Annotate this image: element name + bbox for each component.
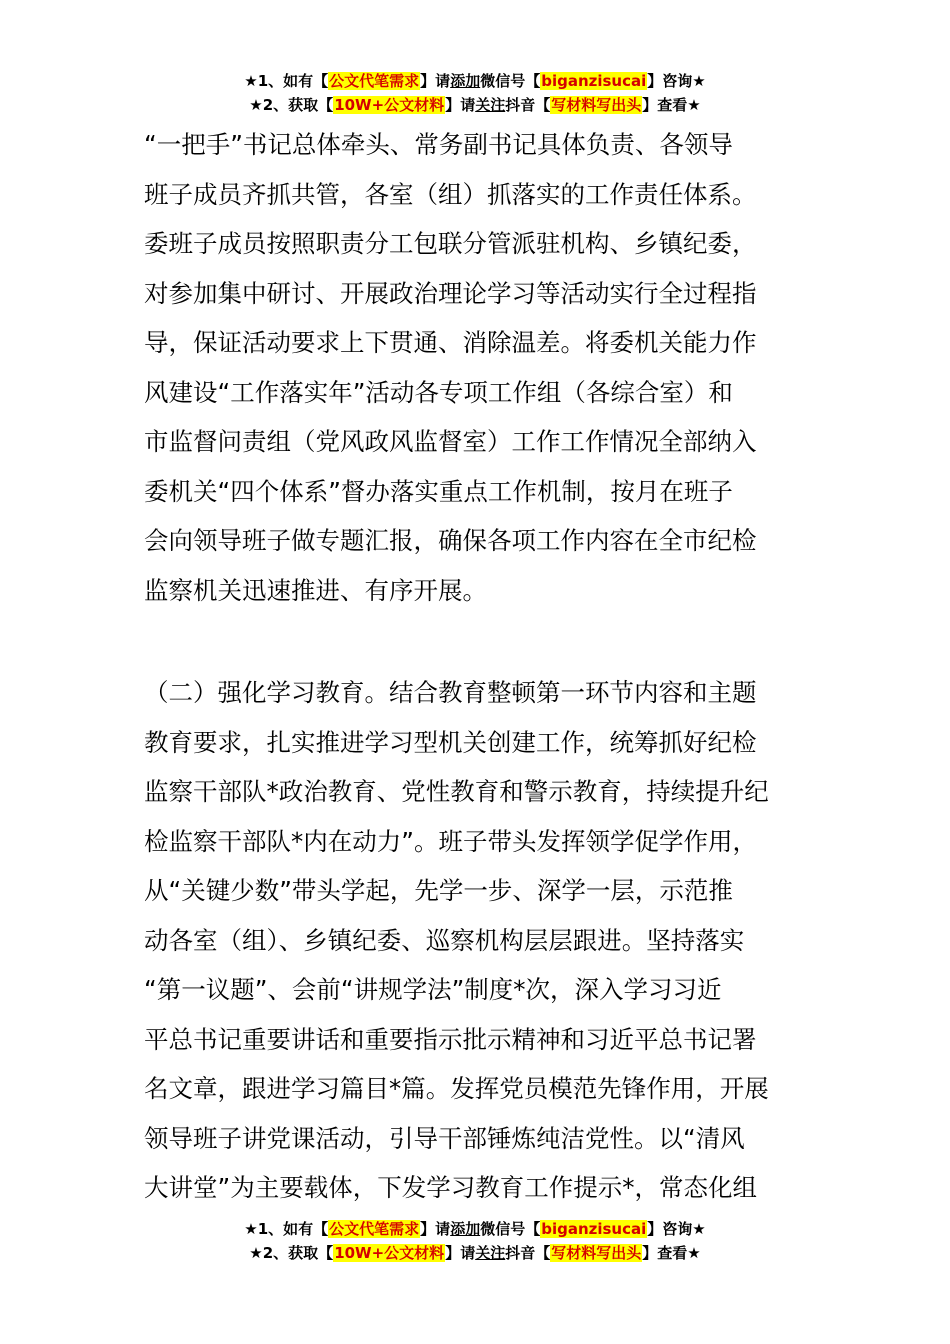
footer-banner bbox=[0, 1217, 950, 1265]
paragraph-1-line: 导，保证活动要求上下贯通、消除温差。将委机关能力作 bbox=[144, 328, 757, 357]
footer-line-1-text-a: 】请 bbox=[420, 1220, 451, 1238]
paragraph-2-line: （二）强化学习教育。结合教育整顿第一环节内容和主题 bbox=[144, 678, 757, 707]
header-highlight-writing-service: 公文代笔需求 bbox=[329, 72, 420, 90]
header-highlight-douyin-account: 写材料写出头 bbox=[551, 96, 642, 114]
paragraph-2-line: 监察干部队*政治教育、党性教育和警示教育，持续提升纪 bbox=[144, 777, 769, 806]
header-line-2-text-b: 抖音【 bbox=[505, 96, 551, 114]
header-line-2 bbox=[0, 93, 950, 117]
header-line-1-text-a: 】请 bbox=[420, 72, 451, 90]
footer-highlight-writing-service: 公文代笔需求 bbox=[329, 1220, 420, 1238]
paragraph-2-line: 教育要求，扎实推进学习型机关创建工作，统筹抓好纪检 bbox=[144, 727, 757, 757]
header-line-2-suffix: 】查看★ bbox=[642, 96, 701, 114]
paragraph-1 bbox=[144, 120, 816, 615]
paragraph-1-line: 对参加集中研讨、开展政治理论学习等活动实行全过程指 bbox=[144, 278, 757, 308]
footer-highlight-wechat-id: biganzisucai bbox=[541, 1220, 647, 1238]
header-highlight-wechat-id: biganzisucai bbox=[541, 72, 647, 90]
header-line-2-prefix: ★2、获取【 bbox=[249, 96, 334, 114]
header-line-1 bbox=[0, 69, 950, 93]
footer-line-1-underlined: 添加 bbox=[450, 1220, 481, 1238]
paragraph-1-line: 班子成员齐抓共管，各室（组）抓落实的工作责任体系。 bbox=[144, 179, 757, 209]
paragraph-2-line: 从“关键少数”带头学起，先学一步、深学一层，示范推 bbox=[144, 876, 733, 905]
footer-line-2-text-a: 】请 bbox=[445, 1244, 476, 1262]
header-line-1-underlined: 添加 bbox=[450, 72, 481, 90]
paragraph-1-line: 风建设“工作落实年”活动各专项工作组（各综合室）和 bbox=[144, 377, 733, 407]
paragraph-2-line: 检监察干部队*内在动力”。班子带头发挥领学促学作用， bbox=[144, 826, 757, 856]
footer-line-1 bbox=[0, 1217, 950, 1241]
paragraph-2-line: 领导班子讲党课活动，引导干部锤炼纯洁党性。以“清风 bbox=[144, 1123, 745, 1153]
footer-line-1-prefix: ★1、如有【 bbox=[244, 1220, 329, 1238]
footer-line-2-suffix: 】查看★ bbox=[642, 1244, 701, 1262]
footer-highlight-materials: 10W+公文材料 bbox=[334, 1244, 445, 1262]
header-line-2-text-a: 】请 bbox=[445, 96, 476, 114]
header-banner bbox=[0, 69, 950, 117]
footer-line-2-prefix: ★2、获取【 bbox=[249, 1244, 334, 1262]
paragraph-2-line: 动各室（组）、乡镇纪委、巡察机构层层跟进。坚持落实 bbox=[144, 925, 745, 955]
paragraph-1-line: 委机关“四个体系”督办落实重点工作机制，按月在班子 bbox=[144, 476, 733, 506]
paragraph-2-line: 名文章，跟进学习篇目*篇。发挥党员模范先锋作用，开展 bbox=[144, 1074, 769, 1103]
paragraph-1-line: 委班子成员按照职责分工包联分管派驻机构、乡镇纪委， bbox=[144, 229, 757, 258]
footer-line-2-underlined: 关注 bbox=[475, 1244, 506, 1262]
paragraph-1-line: 会向领导班子做专题汇报，确保各项工作内容在全市纪检 bbox=[144, 526, 757, 555]
footer-line-1-text-b: 微信号【 bbox=[480, 1220, 541, 1238]
footer-line-2 bbox=[0, 1241, 950, 1265]
footer-line-2-text-b: 抖音【 bbox=[505, 1244, 551, 1262]
paragraph-1-line: 监察机关迅速推进、有序开展。 bbox=[144, 575, 487, 605]
paragraph-2-line: “第一议题”、会前“讲规学法”制度*次，深入学习习近 bbox=[144, 975, 722, 1004]
paragraph-1-line: 市监督问责组（党风政风监督室）工作工作情况全部纳入 bbox=[144, 427, 757, 456]
footer-line-1-suffix: 】咨询★ bbox=[647, 1220, 706, 1238]
footer-highlight-douyin-account: 写材料写出头 bbox=[551, 1244, 642, 1262]
header-line-1-text-b: 微信号【 bbox=[480, 72, 541, 90]
header-line-1-suffix: 】咨询★ bbox=[647, 72, 706, 90]
paragraph-2-line: 大讲堂”为主要载体，下发学习教育工作提示*，常态化组 bbox=[144, 1173, 757, 1202]
header-highlight-materials: 10W+公文材料 bbox=[334, 96, 445, 114]
paragraph-1-line: “一把手”书记总体牵头、常务副书记具体负责、各领导 bbox=[144, 130, 733, 159]
paragraph-2-line: 平总书记重要讲话和重要指示批示精神和习近平总书记署 bbox=[144, 1024, 757, 1054]
header-line-2-underlined: 关注 bbox=[475, 96, 506, 114]
paragraph-2 bbox=[144, 668, 816, 1213]
header-line-1-prefix: ★1、如有【 bbox=[244, 72, 329, 90]
